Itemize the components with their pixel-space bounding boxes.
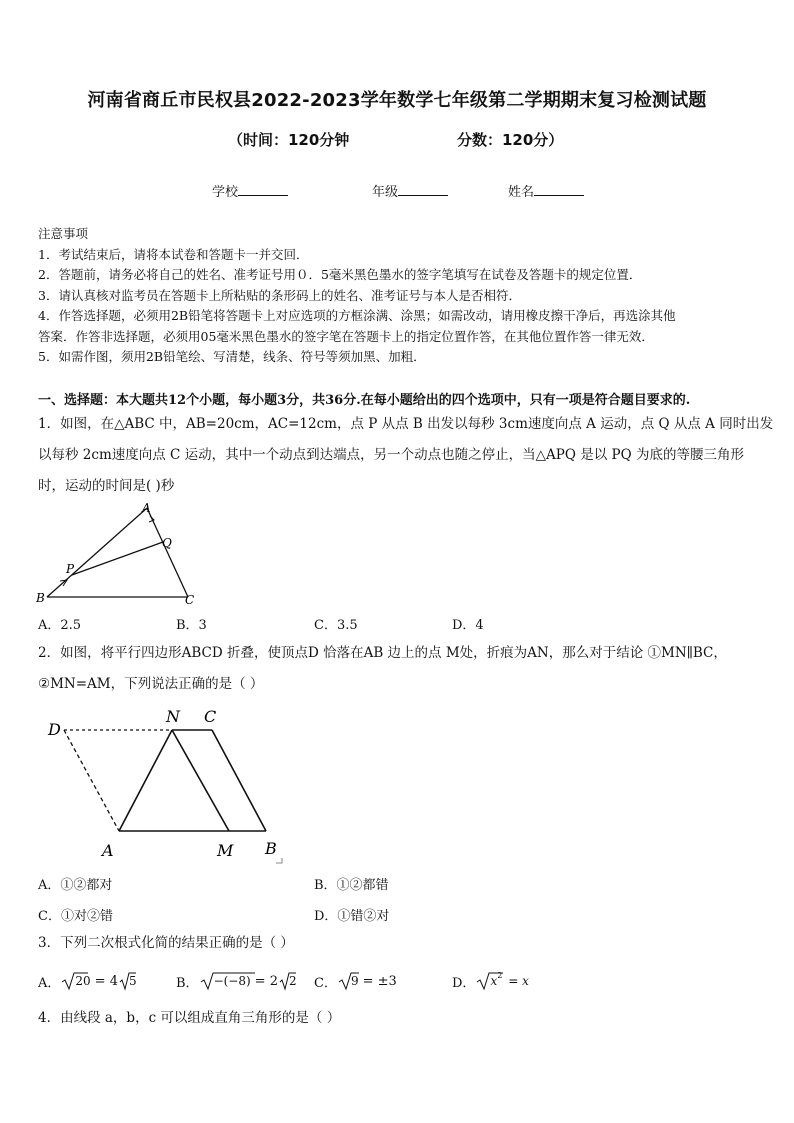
name-field: 姓名 <box>508 181 584 200</box>
exam-time: （时间：120分钟 <box>228 131 350 149</box>
question-1 <box>38 409 774 502</box>
q1-triangle-figure <box>30 498 210 608</box>
note-item: 答案．作答非选择题，必须用05毫米黑色墨水的签字笔在答题卡上的指定位置作答，在其他位置作答一律无效． <box>38 328 654 344</box>
q2-line: 2．如图，将平行四边形ABCD 折叠，使顶点D 恰落在AB 边上的点 M处，折痕为AN，那么对于结论 ①MN∥BC， <box>38 645 727 661</box>
label-a: A <box>102 841 114 860</box>
label-b: B <box>265 839 277 858</box>
note-item: 3．请认真核对监考员在答题卡上所粘贴的条形码上的姓名、准考证号与本人是否相符． <box>38 287 521 303</box>
label-p: P <box>66 562 75 576</box>
exam-title: 河南省商丘市民权县2022-2023学年数学七年级第二学期期末复习检测试题 <box>87 90 707 111</box>
segment-da <box>64 730 119 831</box>
notes-heading: 注意事项 <box>38 226 89 241</box>
exam-score: 分数：120分） <box>457 131 564 149</box>
q2-line: ②MN=AM，下列说法正确的是（ ） <box>38 676 264 692</box>
note-item: 1．考试结束后，请将本试卷和答题卡一并交回． <box>38 246 309 262</box>
label-a: A <box>142 501 151 515</box>
notes-block <box>38 224 760 368</box>
label-n: N <box>166 707 180 726</box>
q1-option-d[interactable]: D．4 <box>452 618 484 633</box>
q1-option-a[interactable]: A．2.5 <box>38 618 82 633</box>
q1-line: 以每秒 2cm速度向点 C 运动，其中一个动点到达端点，另一个动点也随之停止，当△APQ 是以 PQ 为底的等腰三角形 <box>38 447 744 463</box>
question-2 <box>38 638 768 700</box>
note-item: 5．如需作图，须用2B铅笔绘、写清楚，线条、符号等须加黑、加粗． <box>38 349 426 364</box>
note-item: 2．答题前，请务必将自己的姓名、准考证号用０．5毫米黑色墨水的签字笔填写在试卷及答题卡的规定位置． <box>38 267 642 282</box>
label-d: D <box>48 720 61 739</box>
return-mark-icon <box>276 858 282 863</box>
q2-option-d[interactable]: D．①错②对 <box>314 909 390 924</box>
q1-option-b[interactable]: B．3 <box>176 618 207 633</box>
segment-ac <box>147 508 188 597</box>
school-blank[interactable] <box>238 183 288 196</box>
q2-option-b[interactable]: B．①②都错 <box>314 878 389 893</box>
q3-option-b[interactable]: B． −(−8) = 2 2 <box>176 971 297 991</box>
segment-pq <box>72 542 163 575</box>
q2-option-c[interactable]: C．①对②错 <box>38 909 113 924</box>
q3-stem: 3．下列二次根式化简的结果正确的是（ ） <box>38 935 294 951</box>
q1-line: 时，运动的时间是( )秒 <box>38 478 175 494</box>
q3-option-d[interactable]: D． x 2 = x <box>452 970 529 991</box>
q3-option-a[interactable]: A． 20 = 4 5 <box>38 971 137 991</box>
label-b: B <box>36 591 45 605</box>
label-c: C <box>185 593 195 607</box>
name-blank[interactable] <box>534 183 584 196</box>
section-heading: 一、选择题：本大题共12个小题，每小题3分，共36分.在每小题给出的四个选项中，只有一项是符合题目要求的. <box>38 393 691 408</box>
q1-line: 1．如图，在△ABC 中，AB=20cm，AC=12cm，点 P 从点 B 出发以每秒 3cm速度向点 A 运动，点 Q 从点 A 同时出发 <box>38 416 774 432</box>
grade-field: 年级 <box>372 181 448 200</box>
q3-option-c[interactable]: C． 9 = ±3 <box>314 971 397 991</box>
q1-option-c[interactable]: C．3.5 <box>314 618 358 633</box>
segment-ab <box>47 508 147 597</box>
q2-parallelogram-figure <box>40 702 300 867</box>
label-c: C <box>204 707 217 726</box>
label-m: M <box>217 841 234 860</box>
label-q: Q <box>162 536 172 550</box>
q4-stem: 4．由线段 a，b，c 可以组成直角三角形的是（ ） <box>38 1010 341 1026</box>
segment-an <box>119 730 172 831</box>
q2-option-a[interactable]: A．①②都对 <box>38 878 113 893</box>
school-field: 学校 <box>212 181 288 200</box>
grade-blank[interactable] <box>398 183 448 196</box>
note-item: 4．作答选择题，必须用2B铅笔将答题卡上对应选项的方框涂满、涂黑；如需改动，请用橡皮擦干净后，再选涂其他 <box>38 308 676 323</box>
